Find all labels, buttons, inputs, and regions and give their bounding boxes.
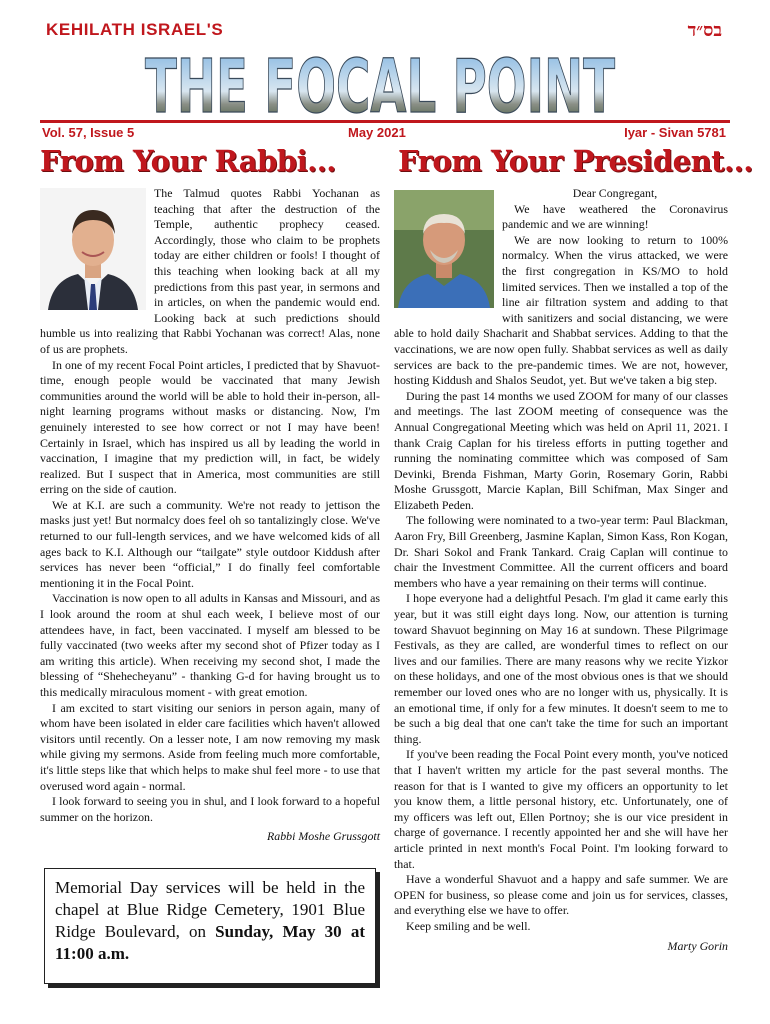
president-signature: Marty Gorin <box>667 938 728 953</box>
masthead-title: THE FOCAL POINT <box>145 44 616 120</box>
president-paragraph: If you've been reading the Focal Point every month, you've noticed that I haven't written my article for the past several months. The reason for that is I wanted to give my officers an opportunity to let you know them, a little personal history, etc. Unfortunately, one of my officers was left out, Ellen Portnoy; she is our vice president in charge of governance. I recently appointed her and she will have her article printed in next month's Focal Point. I'm looking forward to that. <box>394 747 728 871</box>
rabbi-signature: Rabbi Moshe Grussgott <box>267 829 380 844</box>
memorial-date-time: Sunday, May 30 at 11:00 a.m. <box>55 922 366 963</box>
rabbi-paragraph: I am excited to start visiting our seniors in person again, many of whom have been isolated in elder care facilities which haven't allowed visitors until recently. On a lesser note, I am now removing my mask while giving my sermons. Aside from feeling much more comfortable, it's little steps like that which helps to make shul feel more - to use that overused word again - normal. <box>40 700 380 793</box>
memorial-day-notice <box>44 868 376 984</box>
rabbi-heading: From Your Rabbi... <box>40 144 336 178</box>
president-paragraph: The following were nominated to a two-year term: Paul Blackman, Aaron Fry, Bill Greenberg, Jasmine Kaplan, Simon Kass, Ron Kogan, Dr. Shari Sokol and Frank Tankard. Craig Caplan will continue to chair the Investment Committee. All the current officers and board members who have a year remaining on their terms will continue. <box>394 513 728 590</box>
org-name: KEHILATH ISRAEL'S <box>46 20 224 39</box>
president-portrait <box>394 190 494 308</box>
hebrew-abbrev: בס״ד <box>687 20 722 40</box>
president-paragraph: During the past 14 months we used ZOOM for many of our classes and meetings. The last ZOOM meeting of consequence was the Annual Congregational Meeting which was held on April 11, 2021. I thank Craig Caplan for his tireless efforts in putting together and running the nominating committee which was composed of Sam Devinki, Brenda Fishman, Marty Gorin, Rosemary Gorin, Rabbi Moshe Grussgott, Marcie Kaplan, Bill Schifman, Max Singer and Elizabeth Peden. <box>394 388 728 512</box>
hebrew-date: Iyar - Sivan 5781 <box>624 125 726 140</box>
president-heading: From Your President... <box>398 144 753 178</box>
volume-issue: Vol. 57, Issue 5 <box>42 125 135 140</box>
memorial-text: Memorial Day services will be held in the chapel at Blue Ridge Cemetery, 1901 Blue Ridge Boulevard, on <box>55 878 365 941</box>
masthead-logo <box>140 44 620 120</box>
issue-bar <box>40 120 730 143</box>
rabbi-paragraph: In one of my recent Focal Point articles, I predicted that by Shavuot-time, enough people would be vaccinated that many Jewish communities around the world will be able to hold their in-person, all-night learning programs without masks or distancing. Now, I'm genuinely interested to see how correct or not I may have been! Certainly in Israel, which has inspired us all by leading the world in vaccination, I imagine that my prediction will, in fact, be widely realized. But I suspect that in America, most communities are still erring on the side of caution. <box>40 357 380 497</box>
president-salutation: Dear Congregant, <box>572 186 658 200</box>
president-paragraph: We are now looking to return to 100% normalcy. When the virus attacked, we were the first congregation in KS/MO to hold limited services. Then we installed a top of the line air filtration system and adding to that with sanitizers and social distancing, we were able to hold daily Shacharit and Shabbat services. Adding to that the vaccinations, we are now open fully. Shabbat services as well as daily services are back to the pre-pandemic times. We are not, however, hosting Kiddush and Shalos Seudot, yet. But we've taken a big step. <box>394 232 728 388</box>
rabbi-paragraph: We at K.I. are such a community. We're not ready to jettison the masks just yet! But normalcy does feel oh so tantalizingly close. We've returned to our full-length services, and we have welcomed kids of all ages back to K.I. Although our “tailgate” style outdoor Kiddush after services has never been “official,” I do finally feel comfortable mentioning it in the Focal Point. <box>40 497 380 590</box>
rabbi-paragraph: The Talmud quotes Rabbi Yochanan as teaching that after the destruction of the Temple, authentic prophecy ceased. Accordingly, those who claim to be prophets today are either children or fools! I thought of this teaching when looking back at all my predictions from this past year, in sermons and in articles, on when the pandemic would end. Looking back at such predictions should humble us into realizing that Rabbi Yochanan was correct! Alas, none of us are prophets. <box>40 186 380 356</box>
rabbi-paragraph: Vaccination is now open to all adults in Kansas and Missouri, and as I look around the room at shul each week, I believe most of our attendees have, in fact, been vaccinated. I myself am blessed to be fully vaccinated (two weeks after my second shot of Pfizer today as I am writing this article). When receiving my second shot, I made the blessing of “Shehecheyanu” - thanking G-d for having brought us to this medically miraculous moment - with great emotion. <box>40 591 380 699</box>
president-paragraph: I hope everyone had a delightful Pesach. I'm glad it came early this year, but it was still eight days long. Now, our attention is turning toward Shavuot beginning on May 16 at sundown. These Pilgrimage Festivals, as they are called, are wonderful times to reflect on our lives and our families. There are many reasons why we recite Yizkor on these holidays, and one of the most obvious ones is that we should remember our loved ones who are no longer with us, physically. It is an emotional time, if only for a few minutes. It doesn't seem to me to be such a big deal that one can't take the time for such an important thing. <box>394 591 728 746</box>
president-paragraph: Have a wonderful Shavuot and a happy and safe summer. We are OPEN for business, so please come and join us for services, classes, and everything else we have to offer. <box>394 872 728 918</box>
rabbi-paragraph: I look forward to seeing you in shul, and I look forward to a hopeful summer on the horizon. <box>40 794 380 824</box>
rabbi-column <box>40 186 380 845</box>
president-paragraph: Keep smiling and be well. <box>406 918 531 933</box>
issue-date: May 2021 <box>348 125 406 140</box>
rabbi-portrait <box>40 188 146 310</box>
president-column <box>394 186 728 954</box>
president-paragraph: We have weathered the Coronavirus pandemic and we are winning! <box>502 201 728 232</box>
